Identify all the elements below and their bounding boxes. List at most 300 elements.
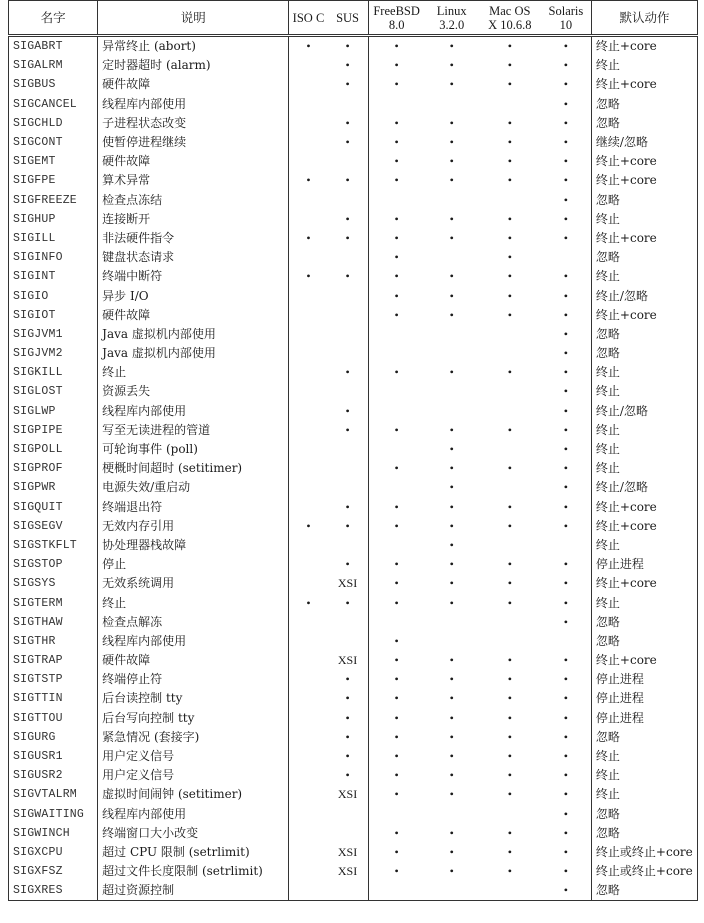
cell-macos: • xyxy=(507,710,512,725)
cell-default-action: 忽略 xyxy=(591,114,697,133)
cell-description: 硬件故障 xyxy=(98,306,289,325)
cell-solaris: • xyxy=(541,267,592,286)
cell-default-action: 终止 xyxy=(591,747,697,766)
cell-sus: • xyxy=(328,766,369,785)
cell-macos xyxy=(479,440,541,459)
cell-freebsd xyxy=(368,402,425,421)
cell-name: SIGJVM2 xyxy=(9,344,98,363)
cell-linux: • xyxy=(449,499,454,514)
cell-solaris: • xyxy=(541,593,592,612)
cell-freebsd xyxy=(368,325,425,344)
cell-description: Java 虚拟机内部使用 xyxy=(98,344,289,363)
cell-iso-c: • xyxy=(306,230,311,245)
cell-solaris: • xyxy=(541,75,592,94)
cell-iso-c: • xyxy=(306,595,311,610)
header-iso-c: ISO C xyxy=(289,1,328,36)
cell-linux: • xyxy=(449,537,454,552)
table-row xyxy=(9,555,698,574)
cell-name: SIGCANCEL xyxy=(9,95,98,114)
table-row xyxy=(9,651,698,670)
cell-linux: • xyxy=(449,576,454,591)
cell-macos: • xyxy=(507,844,512,859)
cell-name: SIGPOLL xyxy=(9,440,98,459)
cell-solaris: • xyxy=(541,824,592,843)
table-row xyxy=(9,421,698,440)
cell-description: 无效系统调用 xyxy=(98,574,289,593)
cell-freebsd: • xyxy=(394,58,399,73)
cell-freebsd: • xyxy=(394,557,399,572)
header-linux xyxy=(425,1,479,36)
cell-linux xyxy=(425,95,479,114)
cell-description: 检查点解冻 xyxy=(98,613,289,632)
table-row xyxy=(9,574,698,593)
cell-default-action: 停止进程 xyxy=(591,709,697,728)
cell-default-action: 继续/忽略 xyxy=(591,133,697,152)
cell-sus: • xyxy=(328,229,369,248)
cell-sus: • xyxy=(328,517,369,536)
cell-iso-c xyxy=(289,536,328,555)
cell-macos xyxy=(479,325,541,344)
cell-description: 硬件故障 xyxy=(98,152,289,171)
table-row xyxy=(9,613,698,632)
table-row xyxy=(9,728,698,747)
cell-macos xyxy=(479,536,541,555)
cell-sus xyxy=(328,536,369,555)
cell-name: SIGEMT xyxy=(9,152,98,171)
cell-macos: • xyxy=(507,307,512,322)
table-row xyxy=(9,843,698,862)
cell-freebsd xyxy=(368,344,425,363)
cell-macos: • xyxy=(507,77,512,92)
cell-solaris: • xyxy=(541,306,592,325)
cell-default-action: 终止+core xyxy=(591,36,697,57)
cell-sus xyxy=(328,248,369,267)
cell-description: 写至无读进程的管道 xyxy=(98,421,289,440)
cell-linux: • xyxy=(449,844,454,859)
cell-name: SIGIO xyxy=(9,286,98,305)
cell-description: 超过文件长度限制 (setrlimit) xyxy=(98,862,289,881)
cell-default-action: 终止或终止+core xyxy=(591,843,697,862)
cell-freebsd: • xyxy=(394,749,399,764)
cell-sus xyxy=(328,881,369,901)
cell-solaris: • xyxy=(541,286,592,305)
cell-description: 使暂停进程继续 xyxy=(98,133,289,152)
cell-freebsd: • xyxy=(394,825,399,840)
cell-solaris: • xyxy=(541,862,592,881)
table-row xyxy=(9,862,698,881)
cell-sus: • xyxy=(328,114,369,133)
cell-name: SIGTRAP xyxy=(9,651,98,670)
cell-name: SIGSYS xyxy=(9,574,98,593)
cell-linux xyxy=(425,632,479,651)
cell-name: SIGLOST xyxy=(9,382,98,401)
table-row xyxy=(9,881,698,901)
cell-macos: • xyxy=(507,691,512,706)
cell-freebsd xyxy=(368,613,425,632)
cell-name: SIGPROF xyxy=(9,459,98,478)
cell-name: SIGVTALRM xyxy=(9,785,98,804)
header-freebsd-line2: 8.0 xyxy=(388,17,405,32)
cell-linux: • xyxy=(449,288,454,303)
cell-freebsd xyxy=(368,536,425,555)
cell-default-action: 停止进程 xyxy=(591,670,697,689)
cell-default-action: 终止+core xyxy=(591,75,697,94)
cell-default-action: 终止 xyxy=(591,785,697,804)
cell-freebsd xyxy=(368,191,425,210)
table-row xyxy=(9,133,698,152)
cell-sus xyxy=(328,632,369,651)
table-row xyxy=(9,95,698,114)
table-row xyxy=(9,286,698,305)
cell-solaris: • xyxy=(541,728,592,747)
cell-iso-c xyxy=(289,382,328,401)
cell-iso-c xyxy=(289,402,328,421)
table-row xyxy=(9,210,698,229)
cell-macos: • xyxy=(507,58,512,73)
cell-name: SIGJVM1 xyxy=(9,325,98,344)
cell-default-action: 终止 xyxy=(591,363,697,382)
table-row xyxy=(9,459,698,478)
cell-sus: • xyxy=(328,56,369,75)
cell-macos xyxy=(479,191,541,210)
cell-description: 硬件故障 xyxy=(98,75,289,94)
cell-iso-c xyxy=(289,478,328,497)
cell-freebsd: • xyxy=(394,518,399,533)
cell-description: 协处理器栈故障 xyxy=(98,536,289,555)
cell-sus: • xyxy=(328,747,369,766)
table-row xyxy=(9,824,698,843)
cell-default-action: 忽略 xyxy=(591,95,697,114)
cell-sus xyxy=(328,306,369,325)
cell-solaris: • xyxy=(541,152,592,171)
table-row xyxy=(9,478,698,497)
cell-solaris: • xyxy=(541,517,592,536)
cell-solaris: • xyxy=(541,421,592,440)
cell-iso-c xyxy=(289,728,328,747)
cell-name: SIGABRT xyxy=(9,36,98,57)
cell-linux: • xyxy=(449,461,454,476)
table-row xyxy=(9,402,698,421)
cell-solaris: • xyxy=(541,555,592,574)
cell-freebsd: • xyxy=(394,461,399,476)
cell-freebsd: • xyxy=(394,365,399,380)
cell-linux: • xyxy=(449,595,454,610)
cell-iso-c xyxy=(289,785,328,804)
cell-name: SIGUSR1 xyxy=(9,747,98,766)
table-body xyxy=(9,36,698,901)
cell-sus: • xyxy=(328,689,369,708)
cell-name: SIGKILL xyxy=(9,363,98,382)
cell-macos xyxy=(479,95,541,114)
table-row xyxy=(9,325,698,344)
cell-macos: • xyxy=(507,825,512,840)
cell-solaris: • xyxy=(541,382,592,401)
cell-description: 超过资源控制 xyxy=(98,881,289,901)
cell-macos: • xyxy=(507,211,512,226)
cell-name: SIGWAITING xyxy=(9,805,98,824)
cell-name: SIGILL xyxy=(9,229,98,248)
cell-solaris: • xyxy=(541,171,592,190)
header-linux-line1: Linux xyxy=(436,3,467,18)
cell-freebsd: • xyxy=(394,135,399,150)
cell-name: SIGTTOU xyxy=(9,709,98,728)
cell-linux: • xyxy=(449,173,454,188)
cell-solaris: • xyxy=(541,805,592,824)
cell-description: 线程库内部使用 xyxy=(98,402,289,421)
cell-sus: • xyxy=(328,670,369,689)
cell-sus: • xyxy=(328,363,369,382)
cell-freebsd: • xyxy=(394,77,399,92)
cell-name: SIGALRM xyxy=(9,56,98,75)
cell-iso-c xyxy=(289,459,328,478)
cell-iso-c xyxy=(289,843,328,862)
cell-freebsd: • xyxy=(394,768,399,783)
cell-default-action: 忽略 xyxy=(591,881,697,901)
cell-sus xyxy=(328,344,369,363)
cell-macos: • xyxy=(507,729,512,744)
cell-iso-c: • xyxy=(306,269,311,284)
cell-macos: • xyxy=(507,135,512,150)
cell-description: Java 虚拟机内部使用 xyxy=(98,325,289,344)
cell-solaris: • xyxy=(541,459,592,478)
table-row xyxy=(9,191,698,210)
header-macos-line1: Mac OS xyxy=(489,3,531,18)
cell-default-action: 终止+core xyxy=(591,574,697,593)
cell-freebsd: • xyxy=(394,576,399,591)
cell-linux: • xyxy=(449,749,454,764)
cell-solaris: • xyxy=(541,709,592,728)
cell-description: 梗概时间超时 (setitimer) xyxy=(98,459,289,478)
cell-name: SIGTHR xyxy=(9,632,98,651)
cell-default-action: 忽略 xyxy=(591,728,697,747)
cell-iso-c xyxy=(289,440,328,459)
cell-sus: • xyxy=(328,75,369,94)
cell-linux xyxy=(425,248,479,267)
cell-macos: • xyxy=(507,768,512,783)
cell-linux: • xyxy=(449,825,454,840)
cell-macos: • xyxy=(507,653,512,668)
cell-iso-c xyxy=(289,805,328,824)
cell-description: 无效内存引用 xyxy=(98,517,289,536)
cell-linux: • xyxy=(449,442,454,457)
cell-description: 异步 I/O xyxy=(98,286,289,305)
cell-linux xyxy=(425,382,479,401)
table-row xyxy=(9,498,698,517)
cell-sus xyxy=(328,459,369,478)
cell-description: 连接断开 xyxy=(98,210,289,229)
cell-iso-c xyxy=(289,613,328,632)
cell-macos xyxy=(479,632,541,651)
cell-name: SIGHUP xyxy=(9,210,98,229)
table-row xyxy=(9,363,698,382)
cell-name: SIGINFO xyxy=(9,248,98,267)
cell-macos xyxy=(479,344,541,363)
cell-freebsd: • xyxy=(394,653,399,668)
header-sus: SUS xyxy=(328,1,369,36)
cell-iso-c xyxy=(289,824,328,843)
cell-name: SIGTERM xyxy=(9,593,98,612)
cell-freebsd: • xyxy=(394,672,399,687)
cell-default-action: 终止 xyxy=(591,766,697,785)
cell-name: SIGIOT xyxy=(9,306,98,325)
cell-freebsd: • xyxy=(394,307,399,322)
cell-linux: • xyxy=(449,115,454,130)
cell-linux: • xyxy=(449,77,454,92)
cell-iso-c xyxy=(289,862,328,881)
cell-freebsd: • xyxy=(394,39,399,54)
cell-description: 子进程状态改变 xyxy=(98,114,289,133)
cell-freebsd: • xyxy=(394,269,399,284)
cell-iso-c xyxy=(289,421,328,440)
cell-description: 电源失效/重启动 xyxy=(98,478,289,497)
cell-macos: • xyxy=(507,230,512,245)
cell-linux: • xyxy=(449,787,454,802)
cell-iso-c: • xyxy=(306,173,311,188)
cell-freebsd: • xyxy=(394,729,399,744)
cell-iso-c xyxy=(289,325,328,344)
cell-sus: • xyxy=(328,402,369,421)
cell-name: SIGTTIN xyxy=(9,689,98,708)
cell-default-action: 终止 xyxy=(591,56,697,75)
cell-linux: • xyxy=(449,58,454,73)
cell-name: SIGFREEZE xyxy=(9,191,98,210)
cell-linux xyxy=(425,325,479,344)
cell-description: 用户定义信号 xyxy=(98,766,289,785)
cell-default-action: 终止+core xyxy=(591,152,697,171)
cell-default-action: 终止 xyxy=(591,440,697,459)
cell-linux: • xyxy=(449,230,454,245)
cell-iso-c: • xyxy=(306,518,311,533)
cell-default-action: 忽略 xyxy=(591,632,697,651)
cell-solaris: • xyxy=(541,843,592,862)
cell-freebsd: • xyxy=(394,691,399,706)
header-freebsd-line1: FreeBSD xyxy=(373,3,420,18)
table-row xyxy=(9,747,698,766)
header-description: 说明 xyxy=(98,1,289,36)
cell-sus: • xyxy=(328,36,369,57)
cell-iso-c xyxy=(289,344,328,363)
table-row xyxy=(9,36,698,57)
cell-sus: • xyxy=(328,133,369,152)
cell-default-action: 忽略 xyxy=(591,344,697,363)
cell-name: SIGWINCH xyxy=(9,824,98,843)
cell-sus: • xyxy=(328,498,369,517)
cell-macos: • xyxy=(507,864,512,879)
cell-linux: • xyxy=(449,768,454,783)
cell-default-action: 终止+core xyxy=(591,498,697,517)
cell-sus xyxy=(328,440,369,459)
cell-description: 线程库内部使用 xyxy=(98,95,289,114)
cell-solaris: • xyxy=(541,363,592,382)
cell-sus: • xyxy=(328,728,369,747)
cell-solaris: • xyxy=(541,114,592,133)
cell-description: 虚拟时间闹钟 (setitimer) xyxy=(98,785,289,804)
header-default-action: 默认动作 xyxy=(591,1,697,36)
cell-description: 线程库内部使用 xyxy=(98,632,289,651)
cell-linux: • xyxy=(449,710,454,725)
cell-sus: XSI xyxy=(328,785,369,804)
cell-name: SIGXFSZ xyxy=(9,862,98,881)
cell-iso-c: • xyxy=(306,39,311,54)
cell-name: SIGXCPU xyxy=(9,843,98,862)
cell-default-action: 终止 xyxy=(591,421,697,440)
cell-solaris: • xyxy=(541,689,592,708)
cell-iso-c xyxy=(289,114,328,133)
cell-solaris: • xyxy=(541,191,592,210)
cell-freebsd: • xyxy=(394,787,399,802)
cell-default-action: 终止 xyxy=(591,210,697,229)
cell-default-action: 忽略 xyxy=(591,613,697,632)
cell-sus: • xyxy=(328,709,369,728)
cell-name: SIGXRES xyxy=(9,881,98,901)
table-row xyxy=(9,632,698,651)
cell-linux: • xyxy=(449,422,454,437)
cell-linux: • xyxy=(449,307,454,322)
cell-solaris: • xyxy=(541,36,592,57)
table-row xyxy=(9,229,698,248)
cell-solaris: • xyxy=(541,498,592,517)
cell-description: 线程库内部使用 xyxy=(98,805,289,824)
cell-description: 定时器超时 (alarm) xyxy=(98,56,289,75)
cell-macos: • xyxy=(507,288,512,303)
header-linux-line2: 3.2.0 xyxy=(439,17,465,32)
table-row xyxy=(9,689,698,708)
cell-linux: • xyxy=(449,480,454,495)
cell-name: SIGPWR xyxy=(9,478,98,497)
cell-freebsd: • xyxy=(394,633,399,648)
cell-macos: • xyxy=(507,39,512,54)
cell-macos xyxy=(479,881,541,901)
cell-name: SIGQUIT xyxy=(9,498,98,517)
cell-solaris: • xyxy=(541,402,592,421)
table-row xyxy=(9,593,698,612)
table-row xyxy=(9,56,698,75)
cell-name: SIGBUS xyxy=(9,75,98,94)
table-row xyxy=(9,440,698,459)
cell-description: 资源丢失 xyxy=(98,382,289,401)
cell-linux: • xyxy=(449,154,454,169)
cell-freebsd xyxy=(368,382,425,401)
cell-freebsd xyxy=(368,478,425,497)
cell-solaris: • xyxy=(541,747,592,766)
cell-freebsd: • xyxy=(394,230,399,245)
cell-sus: • xyxy=(328,555,369,574)
cell-default-action: 忽略 xyxy=(591,248,697,267)
table-row xyxy=(9,536,698,555)
cell-default-action: 终止 xyxy=(591,267,697,286)
cell-default-action: 终止或终止+core xyxy=(591,862,697,881)
cell-default-action: 忽略 xyxy=(591,805,697,824)
table-row xyxy=(9,382,698,401)
cell-linux xyxy=(425,402,479,421)
cell-macos xyxy=(479,382,541,401)
cell-linux xyxy=(425,805,479,824)
cell-default-action: 终止+core xyxy=(591,306,697,325)
cell-freebsd: • xyxy=(394,422,399,437)
cell-iso-c xyxy=(289,363,328,382)
header-freebsd xyxy=(368,1,425,36)
cell-iso-c xyxy=(289,881,328,901)
signals-table xyxy=(8,0,698,901)
cell-iso-c xyxy=(289,75,328,94)
cell-linux: • xyxy=(449,518,454,533)
cell-sus: • xyxy=(328,421,369,440)
cell-default-action: 终止/忽略 xyxy=(591,402,697,421)
cell-macos: • xyxy=(507,499,512,514)
cell-macos xyxy=(479,613,541,632)
cell-description: 键盘状态请求 xyxy=(98,248,289,267)
cell-macos: • xyxy=(507,154,512,169)
